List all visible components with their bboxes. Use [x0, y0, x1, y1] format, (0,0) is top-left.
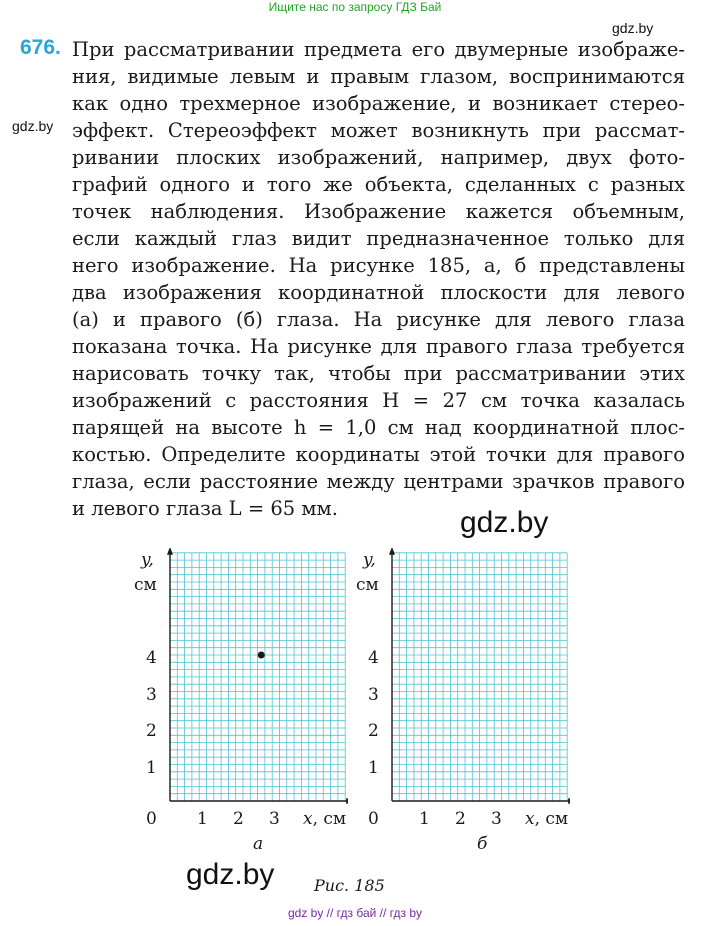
- footer-links[interactable]: gdz by // гдз бай // гдз by: [287, 906, 423, 920]
- y-axis-arrow: [167, 548, 173, 555]
- y-tick-2: 2: [146, 721, 157, 741]
- text-line: показана точка. На рисунке для правого глаза требуется: [72, 335, 685, 358]
- watermark-bottom: gdz.by: [186, 858, 275, 891]
- figure-caption: Рис. 185: [314, 876, 385, 895]
- watermark-left: gdz.by: [12, 118, 54, 134]
- x-tick-3: 3: [491, 809, 502, 829]
- watermark-middle: gdz.by: [460, 506, 549, 539]
- y-axis-label: y,: [363, 550, 376, 570]
- origin-label: 0: [368, 809, 379, 829]
- plotted-point: [258, 652, 265, 659]
- panel-b-label: б: [477, 834, 488, 854]
- x-axis-label: x, см: [525, 809, 569, 829]
- x-tick-2: 2: [455, 809, 466, 829]
- y-axis-arrow: [389, 548, 395, 555]
- origin-label: 0: [146, 809, 157, 829]
- y-unit-label: см: [134, 575, 157, 595]
- text-line: графий одного и того же объекта, сделанных с разных: [72, 173, 685, 196]
- panel-a-label: а: [253, 834, 264, 854]
- y-tick-2: 2: [368, 721, 379, 741]
- grid-b: [388, 548, 570, 804]
- y-axis-label: y,: [141, 550, 154, 570]
- text-line: При рассматривании предмета его двумерные изображе-: [72, 38, 685, 61]
- text-line: как одно трехмерное изображение, и возникает стерео-: [72, 92, 685, 115]
- text-line: точек наблюдения. Изображение кажется объемным,: [72, 200, 685, 223]
- text-line: ривании плоских изображений, например, двух фото-: [72, 146, 685, 169]
- x-tick-3: 3: [269, 809, 280, 829]
- x-axis-arrow: [568, 798, 570, 804]
- x-axis-arrow: [346, 798, 348, 804]
- text-line: эффект. Стереоэффект может возникнуть при рассмат-: [72, 119, 685, 142]
- x-axis-label: x, см: [303, 809, 347, 829]
- x-tick-1: 1: [197, 809, 208, 829]
- y-tick-4: 4: [146, 648, 157, 668]
- grid-lines: [392, 553, 567, 801]
- text-line: два изображения координатной плоскости для левого: [72, 281, 685, 304]
- text-line: парящей на высоте h = 1,0 см над координатной плос-: [72, 416, 685, 439]
- text-line: если каждый глаз видит предназначенное только для: [72, 227, 685, 250]
- text-line: глаза, если расстояние между центрами зрачков правого: [72, 470, 685, 493]
- text-line: и левого глаза L = 65 мм.: [72, 497, 338, 520]
- y-tick-1: 1: [368, 758, 379, 778]
- y-tick-3: 3: [146, 685, 157, 705]
- problem-number: 676.: [20, 36, 61, 59]
- grid-lines: [170, 553, 345, 801]
- y-tick-3: 3: [368, 685, 379, 705]
- grid-a: [166, 548, 348, 804]
- text-line: нарисовать точку так, чтобы при рассматривании этих: [72, 362, 685, 385]
- top-banner[interactable]: Ищите нас по запросу ГДЗ Бай: [268, 0, 442, 14]
- text-line: изображений с расстояния H = 27 см точка казалась: [72, 389, 685, 412]
- text-line: костью. Определите координаты этой точки для правого: [72, 443, 685, 466]
- y-unit-label: см: [356, 575, 379, 595]
- watermark-top-right: gdz.by: [612, 20, 654, 36]
- x-tick-2: 2: [233, 809, 244, 829]
- text-line: него изображение. На рисунке 185, а, б представлены: [72, 254, 685, 277]
- y-tick-4: 4: [368, 648, 379, 668]
- text-line: (а) и правого (б) глаза. На рисунке для левого глаза: [72, 308, 685, 331]
- text-line: ния, видимые левым и правым глазом, воспринимаются: [72, 65, 685, 88]
- x-tick-1: 1: [419, 809, 430, 829]
- y-tick-1: 1: [146, 758, 157, 778]
